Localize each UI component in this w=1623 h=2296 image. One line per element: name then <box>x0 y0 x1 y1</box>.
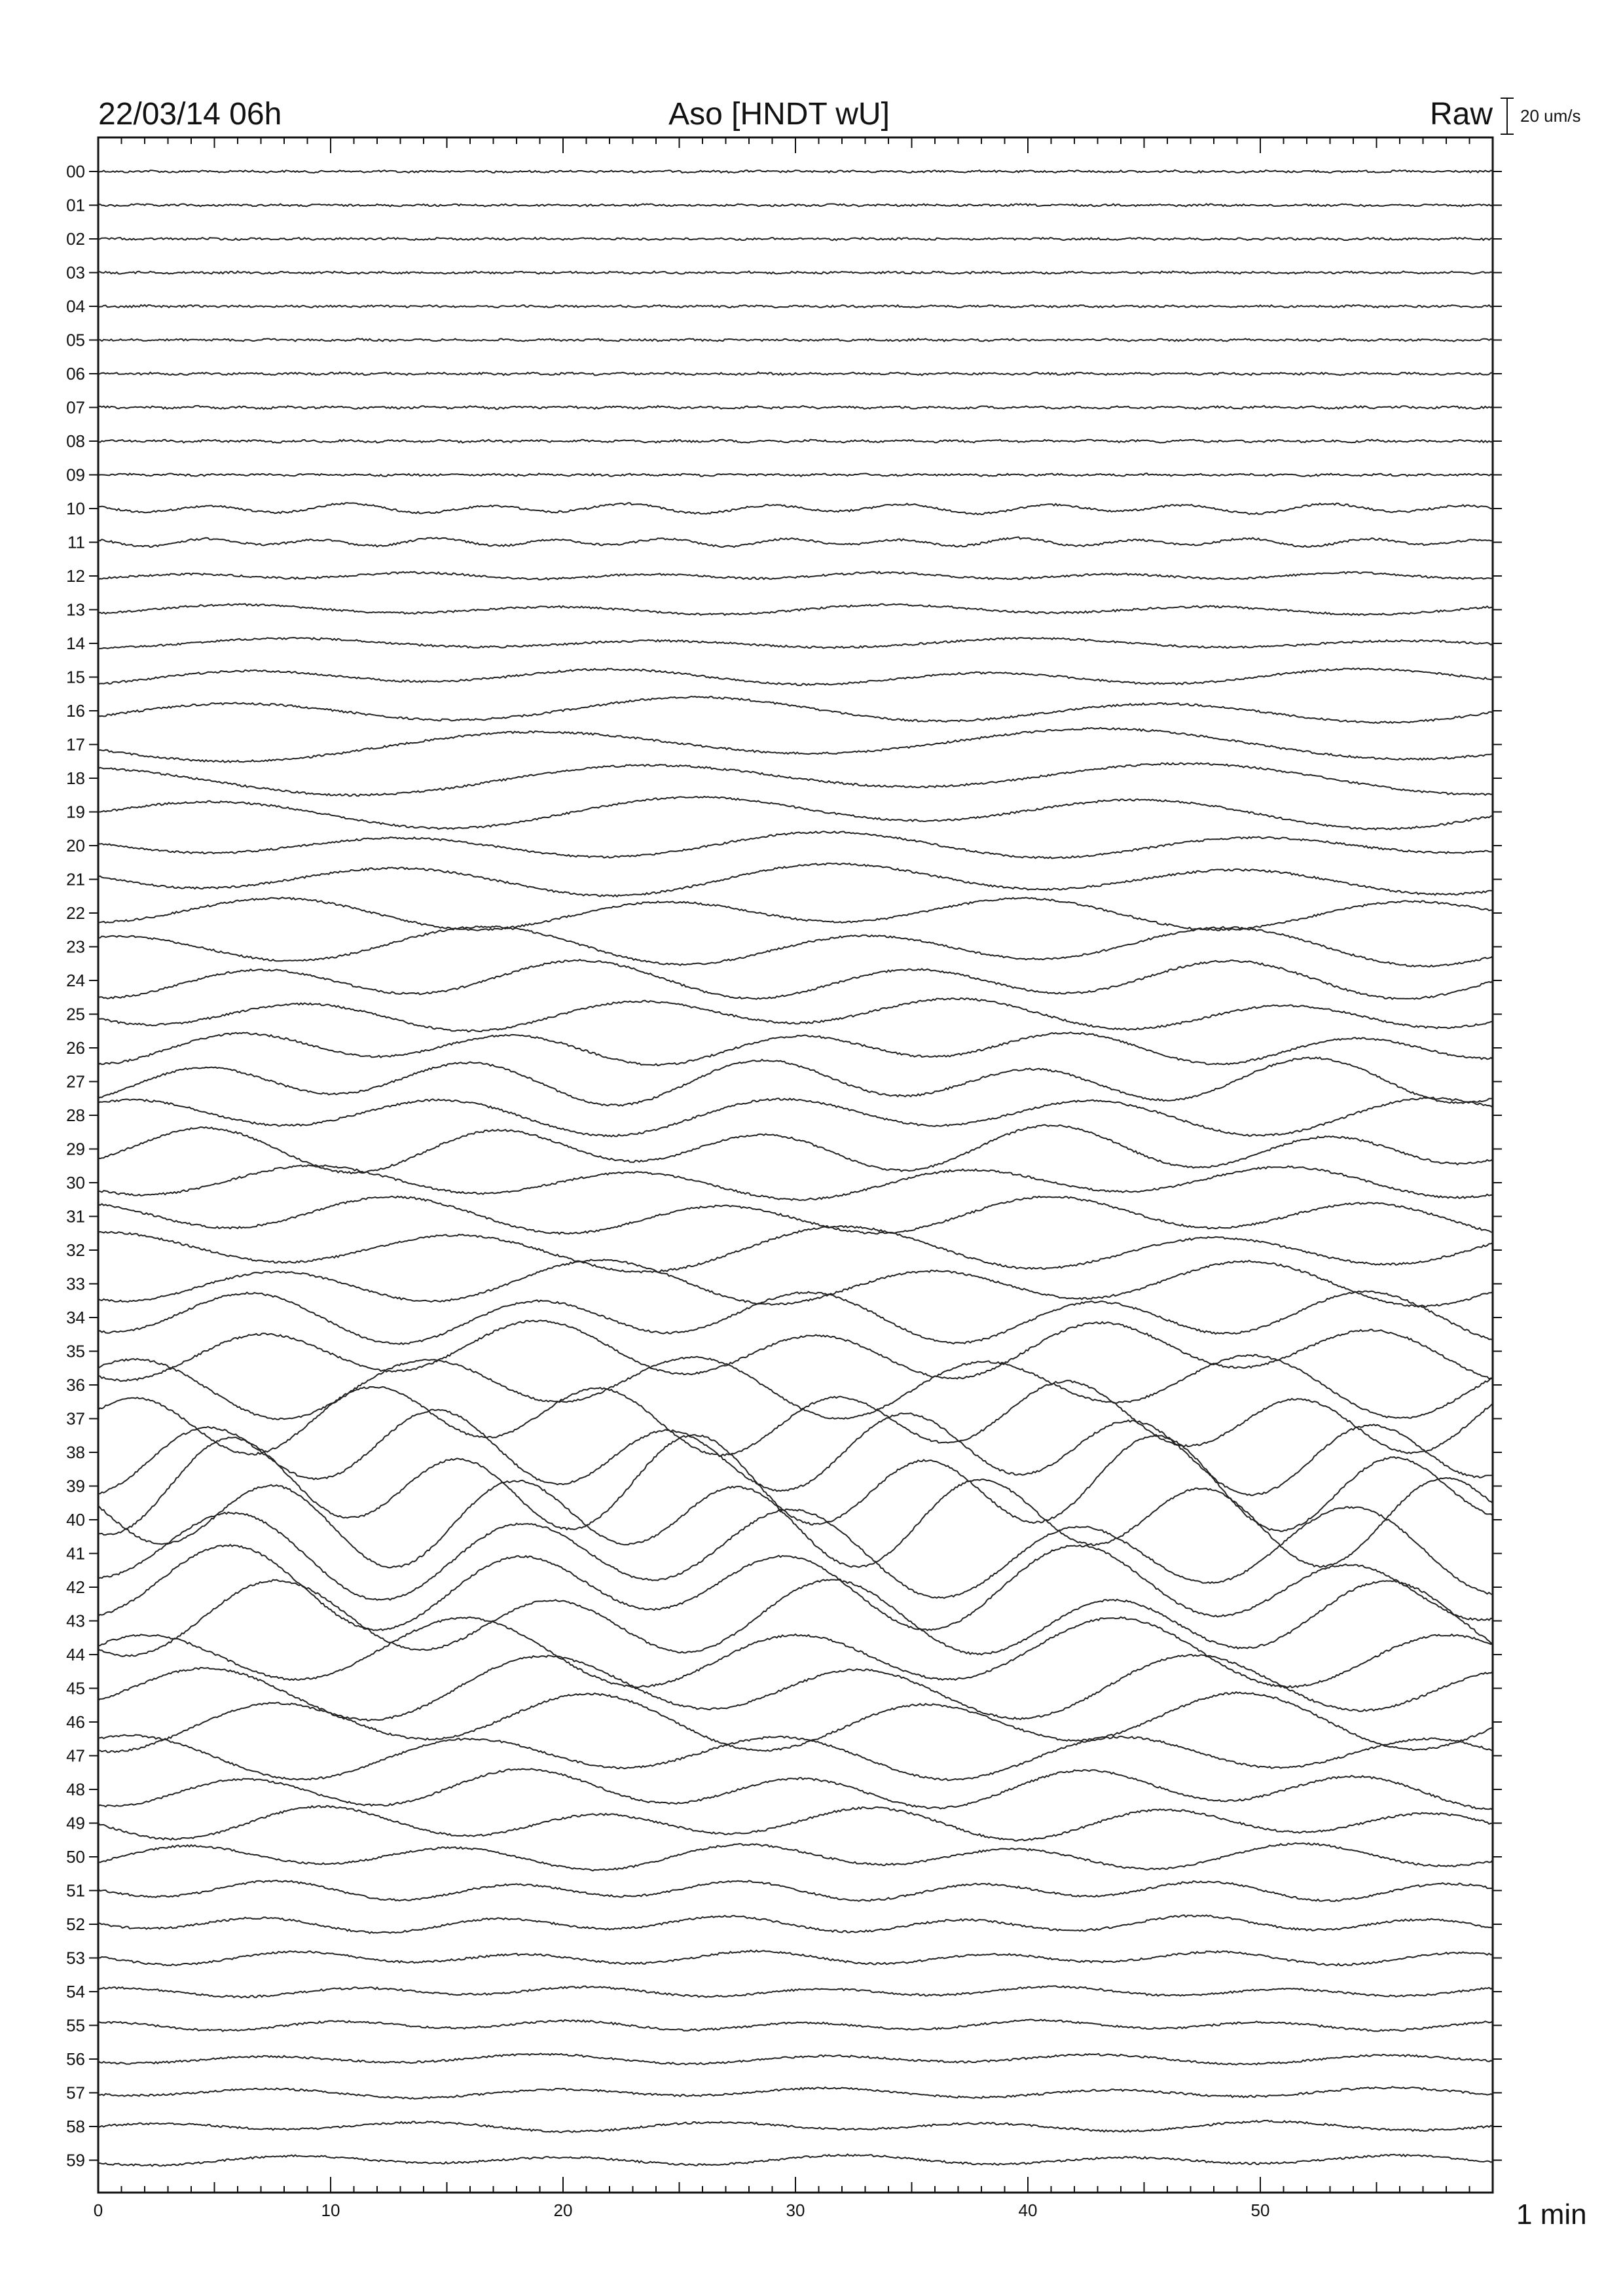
trace-row-50 <box>98 1843 1493 1871</box>
row-label-10: 10 <box>66 499 85 518</box>
row-label-05: 05 <box>66 330 85 350</box>
row-label-39: 39 <box>66 1476 85 1496</box>
trace-row-00 <box>98 170 1493 173</box>
row-label-49: 49 <box>66 1813 85 1833</box>
row-label-21: 21 <box>66 869 85 889</box>
x-axis-ticks <box>94 137 1493 2220</box>
row-label-50: 50 <box>66 1847 85 1867</box>
trace-row-51 <box>98 1880 1493 1901</box>
row-label-13: 13 <box>66 600 85 620</box>
row-label-11: 11 <box>67 532 85 552</box>
trace-row-04 <box>98 305 1493 308</box>
row-label-36: 36 <box>66 1375 85 1395</box>
row-label-16: 16 <box>66 701 85 721</box>
trace-row-46 <box>98 1692 1493 1752</box>
trace-row-13 <box>98 604 1493 615</box>
trace-row-14 <box>98 637 1493 649</box>
row-label-18: 18 <box>66 768 85 788</box>
mode-label: Raw <box>1429 97 1493 132</box>
row-label-29: 29 <box>66 1139 85 1159</box>
row-label-53: 53 <box>66 1948 85 1968</box>
row-label-35: 35 <box>66 1341 85 1361</box>
scale-bar <box>1501 98 1581 134</box>
row-label-58: 58 <box>66 2117 85 2136</box>
trace-row-47 <box>98 1735 1493 1781</box>
row-label-20: 20 <box>66 836 85 855</box>
trace-row-41 <box>98 1507 1493 1600</box>
trace-row-59 <box>98 2154 1493 2166</box>
row-label-46: 46 <box>66 1712 85 1732</box>
trace-row-58 <box>98 2121 1493 2132</box>
row-label-47: 47 <box>66 1746 85 1766</box>
trace-row-33 <box>98 1259 1493 1307</box>
trace-row-11 <box>98 537 1493 548</box>
row-label-06: 06 <box>66 364 85 384</box>
trace-row-21 <box>98 863 1493 897</box>
trace-row-05 <box>98 338 1493 341</box>
row-label-17: 17 <box>66 734 85 755</box>
x-tick-label-10: 10 <box>321 2200 340 2220</box>
trace-row-38 <box>98 1410 1493 1496</box>
trace-row-06 <box>98 372 1493 376</box>
x-tick-label-30: 30 <box>786 2200 805 2220</box>
row-labels <box>66 162 1502 2170</box>
traces-group <box>98 170 1493 2166</box>
trace-row-15 <box>98 668 1493 685</box>
trace-row-52 <box>98 1915 1493 1933</box>
trace-row-31 <box>98 1196 1493 1234</box>
row-label-28: 28 <box>66 1105 85 1125</box>
row-label-02: 02 <box>66 229 85 249</box>
row-label-23: 23 <box>66 937 85 957</box>
row-label-07: 07 <box>66 397 85 418</box>
trace-row-16 <box>98 696 1493 723</box>
row-label-19: 19 <box>66 802 85 822</box>
x-tick-label-50: 50 <box>1250 2200 1270 2220</box>
trace-row-54 <box>98 1986 1493 1998</box>
trace-row-40 <box>98 1478 1493 1568</box>
trace-row-23 <box>98 926 1493 967</box>
row-label-55: 55 <box>66 2015 85 2036</box>
row-label-22: 22 <box>66 903 85 923</box>
row-label-43: 43 <box>66 1611 85 1631</box>
trace-row-30 <box>98 1165 1493 1200</box>
trace-row-20 <box>98 831 1493 859</box>
row-label-40: 40 <box>66 1510 85 1530</box>
trace-row-55 <box>98 2020 1493 2032</box>
trace-row-53 <box>98 1950 1493 1966</box>
row-label-54: 54 <box>66 1982 85 2001</box>
row-label-01: 01 <box>66 195 85 215</box>
trace-row-24 <box>98 960 1493 999</box>
trace-row-28 <box>98 1098 1493 1137</box>
trace-row-19 <box>98 797 1493 830</box>
trace-row-39 <box>98 1435 1493 1535</box>
trace-row-32 <box>98 1226 1493 1272</box>
x-tick-label-0: 0 <box>93 2200 103 2220</box>
station-title: Aso [HNDT wU] <box>668 97 890 132</box>
row-label-32: 32 <box>66 1240 85 1260</box>
x-axis-unit-label: 1 min <box>1516 2198 1587 2231</box>
trace-row-17 <box>98 728 1493 762</box>
row-label-33: 33 <box>66 1274 85 1294</box>
trace-row-37 <box>98 1380 1493 1456</box>
x-tick-label-40: 40 <box>1018 2200 1038 2220</box>
datetime-label: 22/03/14 06h <box>98 97 282 132</box>
trace-row-35 <box>98 1320 1493 1381</box>
row-label-41: 41 <box>66 1543 85 1564</box>
trace-row-01 <box>98 204 1493 206</box>
trace-row-03 <box>98 271 1493 274</box>
trace-row-44 <box>98 1617 1493 1688</box>
trace-row-10 <box>98 503 1493 514</box>
row-label-09: 09 <box>66 465 85 485</box>
row-label-12: 12 <box>66 566 85 586</box>
row-label-14: 14 <box>66 634 85 653</box>
trace-row-02 <box>98 238 1493 240</box>
row-label-08: 08 <box>66 431 85 451</box>
trace-row-18 <box>98 763 1493 797</box>
trace-row-22 <box>98 897 1493 931</box>
row-label-26: 26 <box>66 1038 85 1058</box>
row-label-45: 45 <box>66 1678 85 1698</box>
row-label-48: 48 <box>66 1780 85 1799</box>
row-label-27: 27 <box>66 1071 85 1092</box>
trace-row-26 <box>98 1032 1493 1066</box>
row-label-44: 44 <box>66 1645 85 1664</box>
row-label-51: 51 <box>66 1880 85 1901</box>
row-label-31: 31 <box>66 1206 85 1227</box>
row-label-03: 03 <box>66 262 85 283</box>
trace-row-56 <box>98 2053 1493 2064</box>
trace-row-27 <box>98 1058 1493 1106</box>
trace-row-12 <box>98 571 1493 579</box>
row-label-24: 24 <box>66 971 85 990</box>
trace-row-25 <box>98 998 1493 1032</box>
trace-row-09 <box>98 473 1493 476</box>
row-label-15: 15 <box>66 667 85 687</box>
row-label-34: 34 <box>66 1308 85 1327</box>
row-label-59: 59 <box>66 2150 85 2170</box>
row-label-04: 04 <box>66 296 85 316</box>
row-label-38: 38 <box>66 1443 85 1462</box>
row-label-30: 30 <box>66 1173 85 1193</box>
trace-row-45 <box>98 1655 1493 1721</box>
trace-row-07 <box>98 406 1493 410</box>
row-label-25: 25 <box>66 1004 85 1024</box>
row-label-37: 37 <box>66 1408 85 1429</box>
scale-label: 20 um/s <box>1520 106 1581 126</box>
row-label-42: 42 <box>66 1577 85 1597</box>
row-label-52: 52 <box>66 1914 85 1934</box>
row-label-57: 57 <box>66 2083 85 2103</box>
trace-row-08 <box>98 440 1493 443</box>
trace-row-36 <box>98 1355 1493 1420</box>
row-label-56: 56 <box>66 2049 85 2069</box>
trace-row-48 <box>98 1768 1493 1810</box>
trace-row-49 <box>98 1806 1493 1841</box>
trace-row-57 <box>98 2087 1493 2099</box>
x-tick-label-20: 20 <box>553 2200 573 2220</box>
trace-row-34 <box>98 1291 1493 1344</box>
row-label-00: 00 <box>66 162 85 181</box>
